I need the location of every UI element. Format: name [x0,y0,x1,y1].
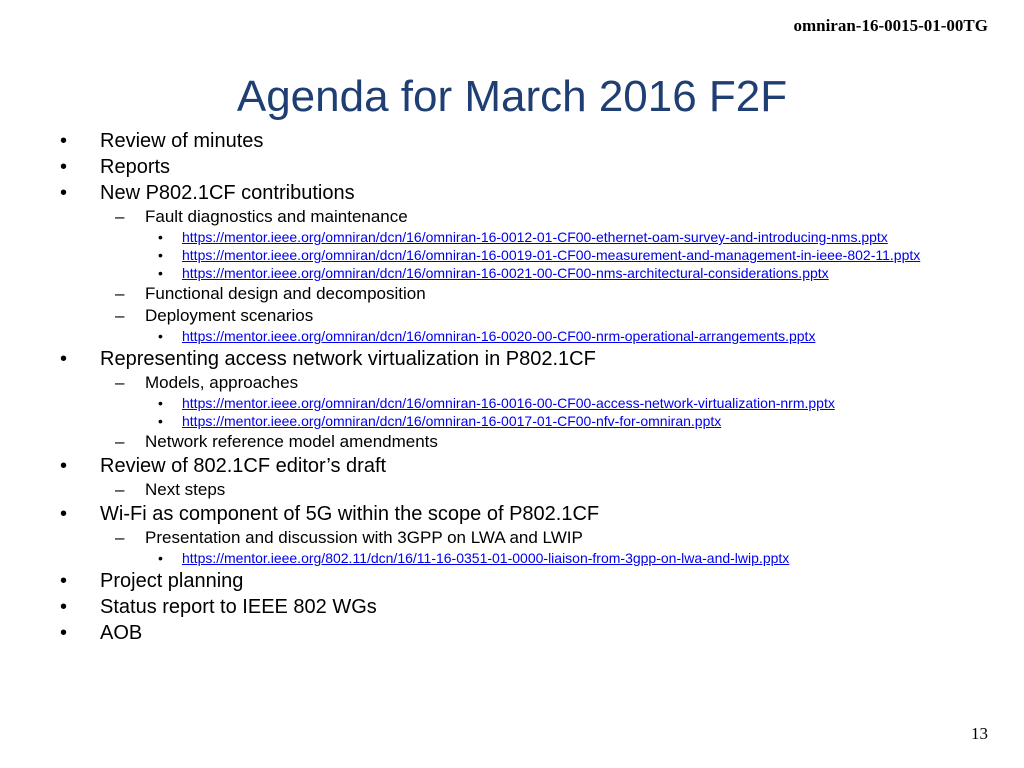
agenda-item-text: Next steps [145,480,226,499]
bullet-marker: • [60,503,68,525]
bullet-marker: • [60,622,68,644]
agenda-link-item[interactable] [0,550,1024,566]
agenda-item-level-1 [0,346,1024,372]
document-link[interactable]: https://mentor.ieee.org/omniran/dcn/16/omniran-16-0020-00-CF00-nrm-operational-arrangements.pptx [182,328,816,344]
agenda-item-text: Models, approaches [145,373,299,392]
agenda-item-level-1 [0,453,1024,479]
agenda-item-text: Network reference model amendments [145,432,438,451]
bullet-marker: • [158,328,163,344]
bullet-marker: • [158,265,163,281]
dash-marker: – [115,284,125,303]
document-link[interactable]: https://mentor.ieee.org/omniran/dcn/16/omniran-16-0021-00-CF00-nms-architectural-considerations.pptx [182,265,829,281]
agenda-item-text: Deployment scenarios [145,306,314,325]
agenda-item-level-1 [0,568,1024,594]
agenda-link-item[interactable] [0,229,1024,245]
bullet-marker: • [158,413,163,429]
agenda-item-level-2 [0,479,1024,501]
agenda-item-level-2 [0,305,1024,327]
dash-marker: – [115,432,125,451]
bullet-marker: • [158,247,163,263]
agenda-item-text: Review of minutes [100,130,264,152]
bullet-marker: • [60,570,68,592]
agenda-item-text: Review of 802.1CF editor’s draft [100,455,387,477]
agenda-item-level-2 [0,372,1024,394]
agenda-link-item[interactable] [0,247,1024,263]
agenda-item-level-2 [0,206,1024,228]
bullet-marker: • [60,182,68,204]
dash-marker: – [115,207,125,226]
document-link[interactable]: https://mentor.ieee.org/omniran/dcn/16/omniran-16-0012-01-CF00-ethernet-oam-survey-and-introducing-nms.pptx [182,229,888,245]
bullet-marker: • [158,395,163,411]
agenda-item-level-2 [0,283,1024,305]
agenda-list [0,128,1024,646]
bullet-marker: • [60,130,68,152]
page-number: 13 [971,724,988,743]
agenda-item-text: AOB [100,622,143,644]
dash-marker: – [115,528,125,547]
bullet-marker: • [60,156,68,178]
agenda-item-text: Reports [100,156,171,178]
agenda-item-level-1 [0,180,1024,206]
agenda-item-text: Project planning [100,570,244,592]
agenda-item-level-1 [0,501,1024,527]
agenda-link-item[interactable] [0,395,1024,411]
dash-marker: – [115,480,125,499]
document-link[interactable]: https://mentor.ieee.org/omniran/dcn/16/omniran-16-0017-01-CF00-nfv-for-omniran.pptx [182,413,722,429]
document-link[interactable]: https://mentor.ieee.org/omniran/dcn/16/omniran-16-0019-01-CF00-measurement-and-management-in-ieee-802-11.pptx [182,247,921,263]
agenda-item-text: Status report to IEEE 802 WGs [100,596,377,618]
dash-marker: – [115,373,125,392]
agenda-link-item[interactable] [0,265,1024,281]
bullet-marker: • [60,455,68,477]
bullet-marker: • [60,348,68,370]
document-link[interactable]: https://mentor.ieee.org/omniran/dcn/16/omniran-16-0016-00-CF00-access-network-virtualization-nrm.pptx [182,395,835,411]
document-id: omniran-16-0015-01-00TG [793,16,988,35]
agenda-item-text: Presentation and discussion with 3GPP on LWA and LWIP [145,528,583,547]
agenda-item-text: Functional design and decomposition [145,284,426,303]
agenda-item-level-2 [0,431,1024,453]
document-link[interactable]: https://mentor.ieee.org/802.11/dcn/16/11-16-0351-01-0000-liaison-from-3gpp-on-lwa-and-lwip.pptx [182,550,790,566]
dash-marker: – [115,306,125,325]
agenda-item-text: Wi-Fi as component of 5G within the scope of P802.1CF [100,503,600,525]
agenda-link-item[interactable] [0,328,1024,344]
agenda-item-text: Representing access network virtualization in P802.1CF [100,348,596,370]
bullet-marker: • [60,596,68,618]
agenda-link-item[interactable] [0,413,1024,429]
agenda-item-level-1 [0,154,1024,180]
agenda-item-level-2 [0,527,1024,549]
agenda-item-text: New P802.1CF contributions [100,182,355,204]
bullet-marker: • [158,550,163,566]
bullet-marker: • [158,229,163,245]
slide-title: Agenda for March 2016 F2F [236,72,788,121]
agenda-item-level-1 [0,620,1024,646]
agenda-item-text: Fault diagnostics and maintenance [145,207,408,226]
agenda-item-level-1 [0,594,1024,620]
agenda-item-level-1 [0,128,1024,154]
